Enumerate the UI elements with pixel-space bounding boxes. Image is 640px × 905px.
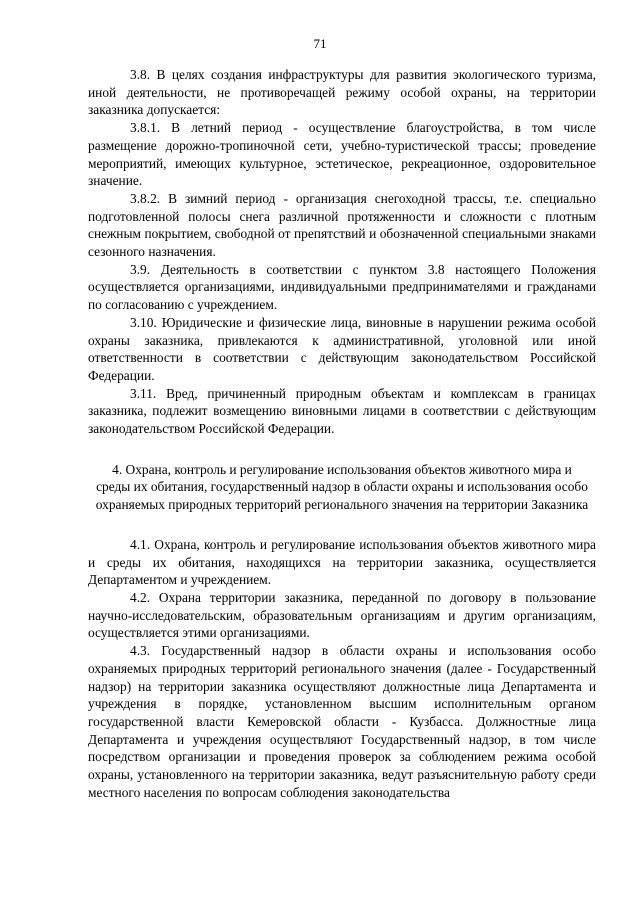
page-number: 71	[313, 36, 327, 51]
paragraph-3-10: 3.10. Юридические и физические лица, виновные в нарушении режима особой охраны заказника, привлекаются к административной, уголовной или иной ответственности в соответствии с действующим законодательством Российской Федерации.	[88, 314, 596, 383]
paragraph-4-1: 4.1. Охрана, контроль и регулирование использования объектов животного мира и среды их обитания, находящихся на территории заказника, осуществляется Департаментом и учреждением.	[88, 536, 596, 588]
section-heading-4: 4. Охрана, контроль и регулирование использования объектов животного мира и среды их обитания, государственный надзор в области охраны и использования особо охраняемых природных территорий регионального значения на территории Заказника	[95, 461, 589, 513]
paragraph-3-8-2: 3.8.2. В зимний период - организация снегоходной трассы, т.е. специально подготовленной полосы снега различной протяженности и сложности с плотным снежным покрытием, свободной от препятствий и обозначенной специальными знаками сезонного назначения.	[88, 190, 596, 260]
paragraph-3-8-1: 3.8.1. В летний период - осуществление благоустройства, в том числе размещение дорожно-тропиночной сети, учебно-туристической трассы; проведение мероприятий, имеющих культурное, эстетическое, рекреационное, оздоровительное значение.	[88, 120, 596, 189]
paragraph-3-8: 3.8. В целях создания инфраструктуры для развития экологического туризма, иной деятельности, не противоречащей режиму особой охраны, на территории заказника допускается:	[88, 67, 596, 118]
paragraph-4-2: 4.2. Охрана территории заказника, переданной по договору в пользование научно-исследовательским, образовательным организациям и другим организациям, осуществляется этими организациями.	[88, 589, 596, 641]
document-body	[88, 66, 596, 801]
paragraph-3-9: 3.9. Деятельность в соответствии с пунктом 3.8 настоящего Положения осуществляется организациями, индивидуальными предпринимателями и гражданами по согласованию с учреждением.	[88, 261, 596, 313]
paragraph-3-11: 3.11. Вред, причиненный природным объектам и комплексам в границах заказника, подлежит возмещению виновными лицами в соответствии с действующим законодательством Российской Федерации.	[88, 385, 596, 437]
paragraph-4-3: 4.3. Государственный надзор в области охраны и использования особо охраняемых природных территорий регионального значения (далее - Государственный надзор) на территории заказника осуществляют должностные лица Департамента и учреждения в порядке, установленном высшим исполнительным органом государственной власти Кемеровской области - Кузбасса. Должностные лица Департамента и учреждения осуществляют Государственный надзор, в том числе посредством организации и проведения проверок за соблюдением режима особой охраны, установленного на территории заказника, ведут разъяснительную работу среди местного населения по вопросам соблюдения законодательства	[88, 643, 596, 800]
